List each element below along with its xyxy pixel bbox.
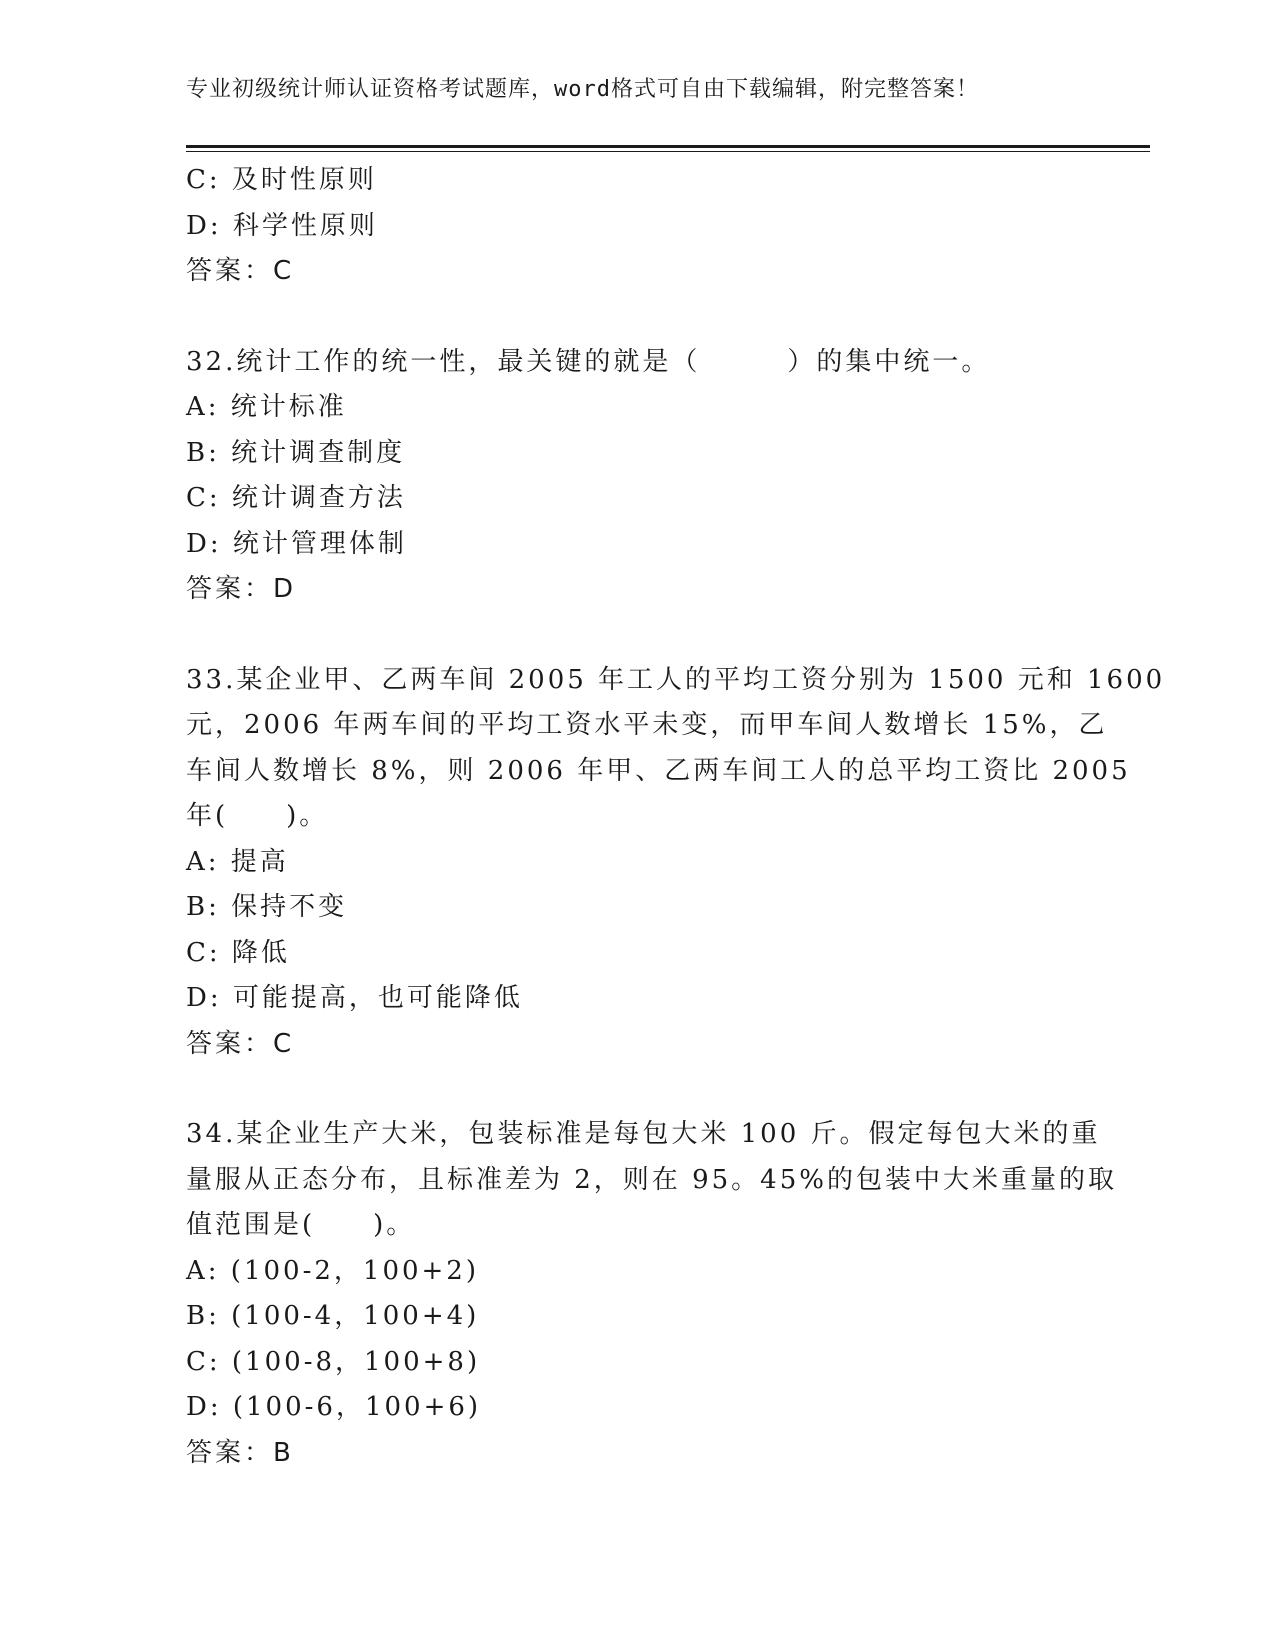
spacer — [186, 295, 1086, 340]
question-stem-line: 年( )。 — [186, 801, 329, 831]
option-d: D: 科学性原则 — [186, 210, 378, 241]
option-c: C: 降低 — [186, 937, 290, 968]
option-a: A: 统计标准 — [186, 392, 347, 422]
question-stem-line: 量服从正态分布，且标准差为 2，则在 95。45%的包装中大米重量的取 — [186, 1164, 1117, 1195]
question-31-tail — [186, 158, 1086, 295]
question-stem: 32.统计工作的统一性，最关键的就是（ ）的集中统一。 — [186, 346, 991, 377]
question-stem-line: 元，2006 年两车间的平均工资水平未变，而甲车间人数增长 15%，乙 — [186, 710, 1108, 740]
option-b: B: 保持不变 — [186, 892, 348, 922]
option-d: D: 统计管理体制 — [186, 528, 407, 559]
header-rule-thin — [186, 151, 1150, 152]
question-32 — [186, 340, 1086, 613]
question-stem-line: 33.某企业甲、乙两车间 2005 年工人的平均工资分别为 1500 元和 1600 — [186, 664, 1166, 695]
option-c: C: (100-8，100+8) — [186, 1346, 481, 1377]
answer-line: 答案：C — [186, 256, 295, 286]
question-stem-line: 34.某企业生产大米，包装标准是每包大米 100 斤。假定每包大米的重 — [186, 1119, 1101, 1149]
option-d: D: 可能提高，也可能降低 — [186, 983, 523, 1013]
option-b: B: (100-4，100+4) — [186, 1301, 480, 1331]
question-content — [186, 158, 1166, 1476]
question-33 — [186, 658, 1166, 1068]
question-stem-line: 值范围是( )。 — [186, 1210, 416, 1240]
header-rule-thick — [186, 145, 1150, 148]
option-a: A: (100-2，100+2) — [186, 1255, 479, 1286]
question-stem-line: 车间人数增长 8%，则 2006 年甲、乙两车间工人的总平均工资比 2005 — [186, 755, 1131, 786]
page-header: 专业初级统计师认证资格考试题库，word格式可自由下载编辑，附完整答案！ — [186, 77, 979, 102]
spacer — [186, 1067, 1086, 1112]
answer-line: 答案：C — [186, 1028, 295, 1059]
option-a: A: 提高 — [186, 846, 289, 877]
option-c: C: 及时性原则 — [186, 165, 377, 195]
option-c: C: 统计调查方法 — [186, 483, 406, 513]
spacer — [186, 613, 1086, 658]
answer-line: 答案：D — [186, 574, 297, 604]
question-34 — [186, 1112, 1117, 1476]
option-d: D: (100-6，100+6) — [186, 1392, 482, 1422]
option-b: B: 统计调查制度 — [186, 437, 406, 468]
answer-line: 答案：B — [186, 1437, 294, 1468]
